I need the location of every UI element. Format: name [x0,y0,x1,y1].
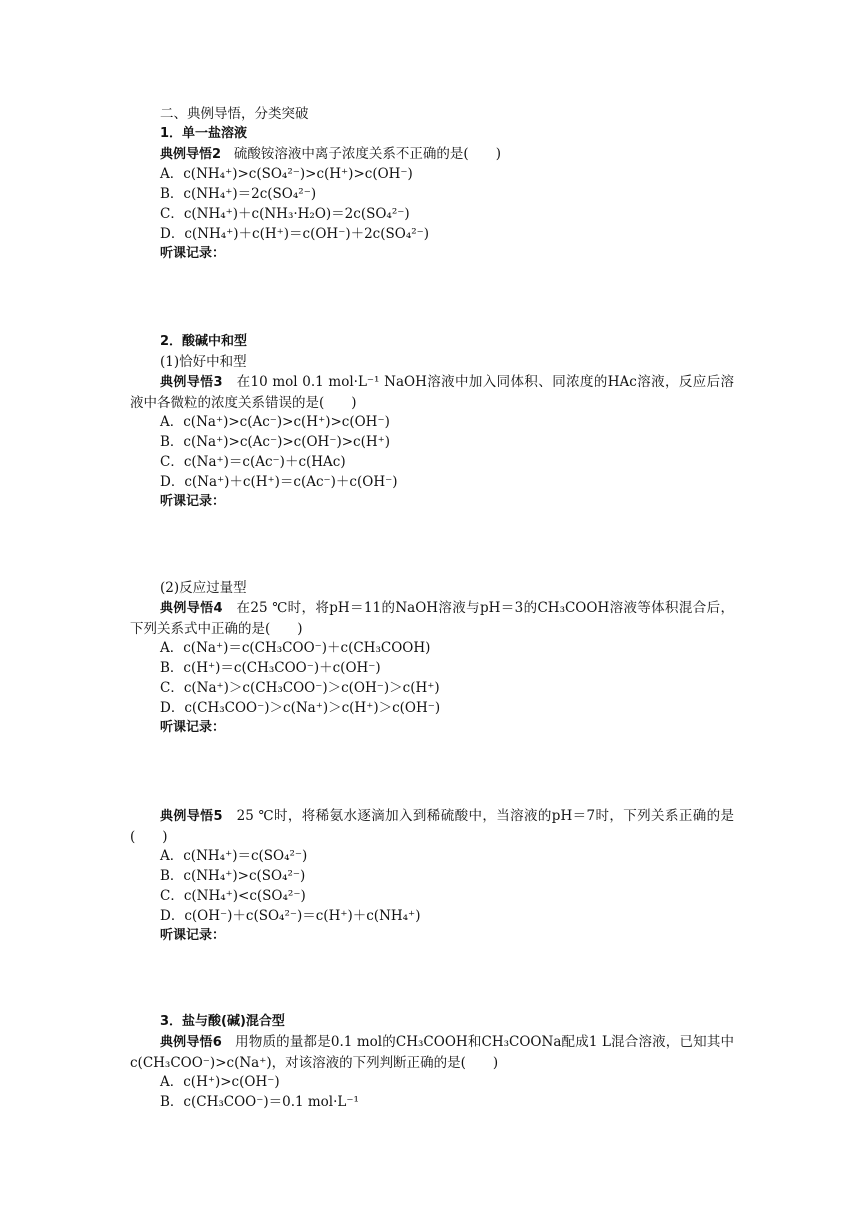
example2-option-a: A．c(NH₄⁺)>c(SO₄²⁻)>c(H⁺)>c(OH⁻) [160,166,413,182]
example4-option-b: B．c(H⁺)＝c(CH₃COO⁻)＋c(OH⁻) [160,660,381,676]
lecture-notes-label-1: 听课记录： [160,246,226,261]
example2-option-b: B．c(NH₄⁺)＝2c(SO₄²⁻) [160,186,317,202]
part3-heading: 3．盐与酸(碱)混合型 [160,1014,285,1029]
example5-option-b: B．c(NH₄⁺)>c(SO₄²⁻) [160,868,306,884]
example2-option-d: D．c(NH₄⁺)＋c(H⁺)＝c(OH⁻)＋2c(SO₄²⁻) [160,226,430,242]
lecture-notes-label-3: 听课记录： [160,720,226,735]
example5-option-a: A．c(NH₄⁺)＝c(SO₄²⁻) [160,848,308,864]
example6-option-b: B．c(CH₃COO⁻)＝0.1 mol·L⁻¹ [160,1094,359,1110]
example3-option-d: D．c(Na⁺)＋c(H⁺)＝c(Ac⁻)＋c(OH⁻) [160,474,398,490]
example6-option-a: A．c(H⁺)>c(OH⁻) [160,1074,280,1090]
example2-label: 典例导悟2 [160,147,222,162]
lecture-notes-label-4: 听课记录： [160,928,226,943]
example4-option-d: D．c(CH₃COO⁻)＞c(Na⁺)＞c(H⁺)＞c(OH⁻) [160,700,441,716]
example4-option-c: C．c(Na⁺)＞c(CH₃COO⁻)＞c(OH⁻)＞c(H⁺) [160,680,440,696]
example4-label: 典例导悟4 [160,601,223,616]
section-heading: 二、典例导悟，分类突破 [160,106,309,122]
part1-heading: 1．单一盐溶液 [160,126,248,141]
example5-question: 25 ℃时，将稀氨水逐滴加入到稀硫酸中，当溶液的pH＝7时，下列关系正确的是( ) [130,808,734,845]
example3-question: 在10 mol 0.1 mol·L⁻¹ NaOH溶液中加入同体积、同浓度的HAc溶液，反应后溶液中各微粒的浓度关系错误的是( ) [130,374,735,411]
example5-label: 典例导悟5 [160,809,223,824]
example4-question: 在25 ℃时，将pH＝11的NaOH溶液与pH＝3的CH₃COOH溶液等体积混合后，下列关系式中正确的是( ) [130,600,735,637]
example6-question-block [130,1032,734,1073]
lecture-notes-label-2: 听课记录： [160,494,226,509]
example3-option-b: B．c(Na⁺)>c(Ac⁻)>c(OH⁻)>c(H⁺) [160,434,391,450]
part2-sub1: (1)恰好中和型 [160,354,247,370]
example5-option-c: C．c(NH₄⁺)<c(SO₄²⁻) [160,888,306,904]
example3-option-a: A．c(Na⁺)>c(Ac⁻)>c(H⁺)>c(OH⁻) [160,414,390,430]
example3-option-c: C．c(Na⁺)＝c(Ac⁻)＋c(HAc) [160,454,346,470]
example3-label: 典例导悟3 [160,375,223,390]
example2-question: 硫酸铵溶液中离子浓度关系不正确的是( ) [233,146,501,162]
part2-sub2: (2)反应过量型 [160,580,247,596]
example5-question-block [130,806,734,847]
part2-heading: 2．酸碱中和型 [160,334,248,349]
example2-question-line [160,144,501,165]
example5-option-d: D．c(OH⁻)＋c(SO₄²⁻)＝c(H⁺)＋c(NH₄⁺) [160,908,421,924]
example4-question-block [130,598,734,639]
example6-question: 用物质的量都是0.1 mol的CH₃COOH和CH₃COONa配成1 L混合溶液，已知其中c(CH₃COO⁻)>c(Na⁺)，对该溶液的下列判断正确的是( ) [130,1034,734,1071]
example6-label: 典例导悟6 [160,1035,222,1050]
example3-question-block [130,372,734,413]
example2-option-c: C．c(NH₄⁺)＋c(NH₃·H₂O)＝2c(SO₄²⁻) [160,206,410,222]
example4-option-a: A．c(Na⁺)＝c(CH₃COO⁻)＋c(CH₃COOH) [160,640,431,656]
